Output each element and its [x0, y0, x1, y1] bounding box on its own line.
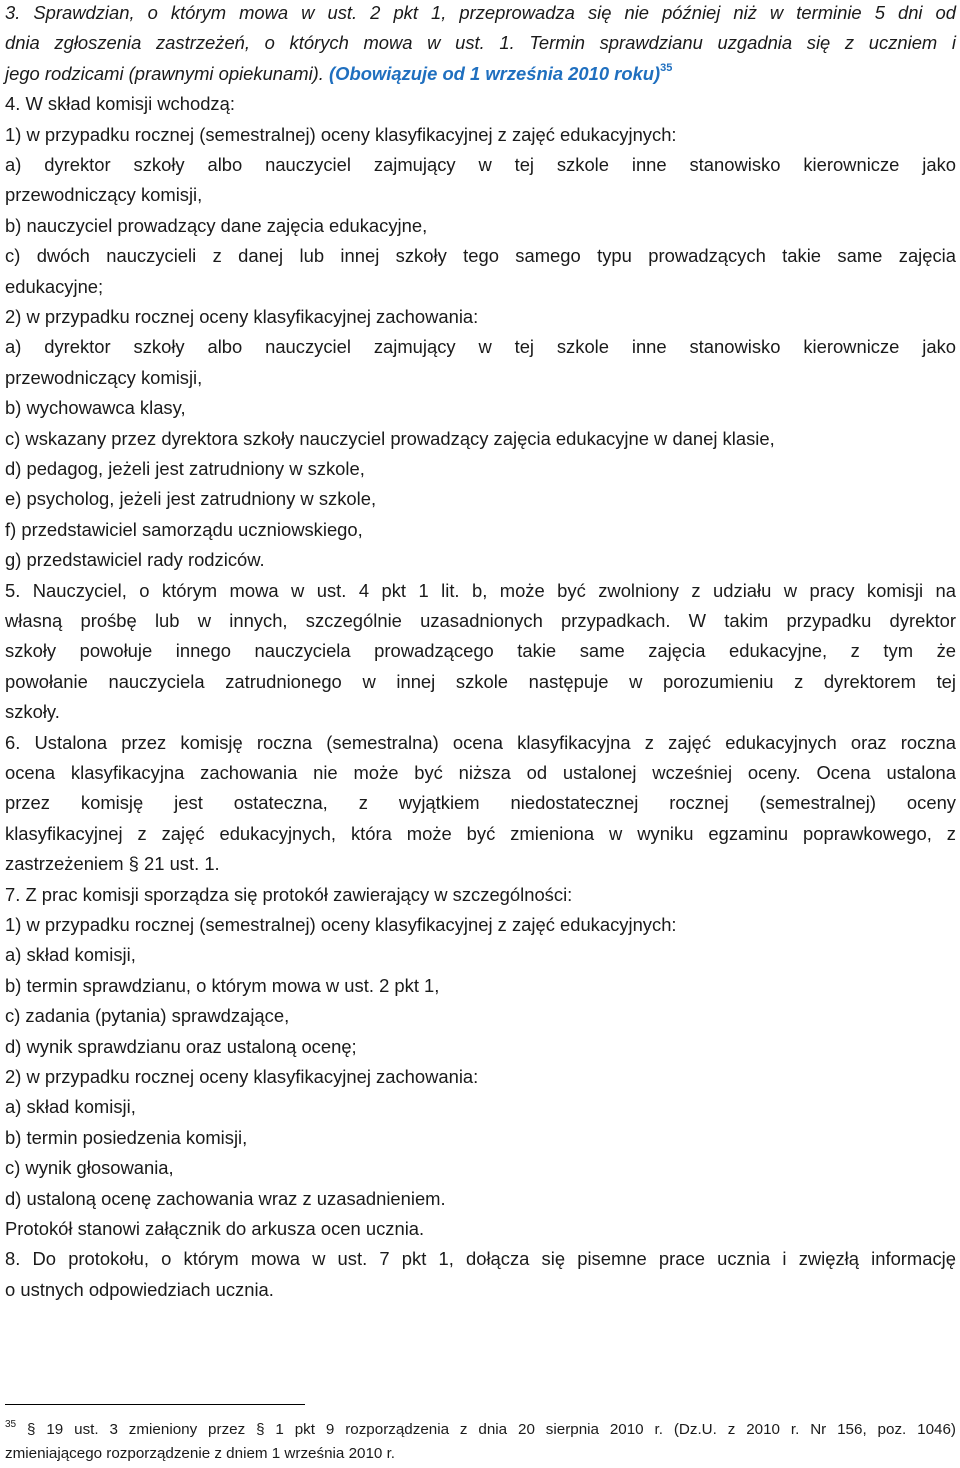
text-line-content: przewodniczący komisji, — [5, 184, 203, 206]
text-line — [5, 849, 956, 879]
text-line-content: c) dwóch nauczycieli z danej lub innej szkoły tego samego typu prowadzących takie same zajęcia — [5, 245, 956, 267]
text-line — [5, 1062, 956, 1092]
text-line — [5, 1153, 956, 1183]
text-line-content: e) psycholog, jeżeli jest zatrudniony w szkole, — [5, 488, 377, 510]
text-line — [5, 1275, 956, 1305]
text-line-content: b) termin posiedzenia komisji, — [5, 1126, 248, 1148]
text-line-content: d) pedagog, jeżeli jest zatrudniony w szkole, — [5, 458, 365, 479]
text-line-content: c) wskazany przez dyrektora szkoły nauczyciel prowadzący zajęcia edukacyjne w danej klasie, — [5, 427, 775, 449]
text-line — [5, 59, 956, 89]
text-line-content: 3. Sprawdzian, o którym mowa w ust. 2 pkt 1, przeprowadza się nie później niż w terminie 5 dni od — [5, 2, 956, 23]
text-line-content: b) wychowawca klasy, — [5, 397, 186, 419]
text-line-content: b) termin sprawdzianu, o którym mowa w ust. 2 pkt 1, — [5, 974, 440, 996]
text-line — [5, 89, 956, 119]
text-line — [5, 910, 956, 940]
text-line-content: c) zadania (pytania) sprawdzające, — [5, 1005, 290, 1027]
text-line-content: przewodniczący komisji, — [5, 366, 203, 388]
footnote-reference[interactable]: 35 — [660, 61, 673, 74]
text-line-content: 2) w przypadku rocznej oceny klasyfikacyjnej zachowania: — [5, 1066, 479, 1087]
text-line — [5, 1244, 956, 1274]
text-line — [5, 484, 956, 514]
text-line-content: klasyfikacyjnej z zajęć edukacyjnych, która może być zmieniona w wyniku egzaminu poprawkowego, z — [5, 822, 956, 844]
text-line-content: b) nauczyciel prowadzący dane zajęcia edukacyjne, — [5, 214, 428, 236]
text-line — [5, 880, 956, 910]
text-line — [5, 545, 956, 575]
text-line-content: a) skład komisji, — [5, 1096, 136, 1118]
footnote-marker: 35 — [5, 1419, 17, 1430]
footnote-separator — [5, 1404, 305, 1405]
text-line-content: 7. Z prac komisji sporządza się protokół zawierający w szczególności: — [5, 883, 573, 905]
text-line — [5, 667, 956, 697]
text-line — [5, 758, 956, 788]
text-line — [5, 28, 956, 58]
text-line-content: g) przedstawiciel rady rodziców. — [5, 549, 265, 571]
text-line-content: jego rodzicami (prawnymi opiekunami). — [5, 62, 324, 84]
text-line — [5, 272, 956, 302]
text-line — [5, 515, 956, 545]
text-line-content: a) dyrektor szkoły albo nauczyciel zajmujący w tej szkole inne stanowisko kierownicze jako — [5, 336, 956, 358]
text-line-content: 4. W skład komisji wchodzą: — [5, 93, 235, 115]
footnote-text: § 19 ust. 3 zmieniony przez § 1 pkt 9 rozporządzenia z dnia 20 sierpnia 2010 r. (Dz.U. z 2010 r. Nr 156, poz. 1046) — [27, 1421, 956, 1438]
text-line-content: a) dyrektor szkoły albo nauczyciel zajmujący w tej szkole inne stanowisko kierownicze jako — [5, 154, 956, 175]
text-line — [5, 211, 956, 241]
text-line-content: przez komisję jest ostateczna, z wyjątkiem niedostatecznej rocznej (semestralnej) oceny — [5, 792, 956, 814]
text-line-content: f) przedstawiciel samorządu uczniowskiego, — [5, 518, 363, 540]
text-line-content: ocena klasyfikacyjna zachowania nie może być niższa od ustalonej wcześniej oceny. Ocena ustalona — [5, 762, 956, 783]
text-line-content: edukacyjne; — [5, 275, 104, 297]
footnote-text-continued: zmieniającego rozporządzenie z dniem 1 września 2010 r. — [5, 1445, 396, 1462]
text-line-content: 5. Nauczyciel, o którym mowa w ust. 4 pkt 1 lit. b, może być zwolniony z udziału w pracy komisji na — [5, 579, 956, 601]
text-line — [5, 302, 956, 332]
text-line-content: 1) w przypadku rocznej (semestralnej) oceny klasyfikacyjnej z zajęć edukacyjnych: — [5, 914, 677, 935]
text-line-content: zastrzeżeniem § 21 ust. 1. — [5, 853, 220, 875]
text-line-content: a) skład komisji, — [5, 944, 136, 966]
text-line-content: 2) w przypadku rocznej oceny klasyfikacyjnej zachowania: — [5, 306, 479, 327]
text-line — [5, 1032, 956, 1062]
text-line — [5, 1214, 956, 1244]
text-line — [5, 0, 956, 28]
text-line-content: d) wynik sprawdzianu oraz ustaloną ocenę; — [5, 1035, 357, 1057]
footnote-line — [5, 1418, 956, 1444]
text-line — [5, 1001, 956, 1031]
text-line — [5, 1123, 956, 1153]
text-line-content: Protokół stanowi załącznik do arkusza ocen ucznia. — [5, 1218, 425, 1239]
amendment-note: (Obowiązuje od 1 września 2010 roku) — [329, 62, 661, 84]
text-line-content: powołanie nauczyciela zatrudnionego w innej szkole następuje w porozumieniu z dyrektorem tej — [5, 670, 956, 692]
text-line-content: szkoły powołuje innego nauczyciela prowadzącego takie same zajęcia edukacyjne, z tym że — [5, 640, 956, 662]
text-line-content: d) ustaloną ocenę zachowania wraz z uzasadnieniem. — [5, 1187, 446, 1209]
text-line — [5, 393, 956, 423]
text-line — [5, 1092, 956, 1122]
text-line — [5, 971, 956, 1001]
text-line — [5, 1184, 956, 1214]
footnote-line — [5, 1442, 956, 1466]
text-line — [5, 332, 956, 362]
text-line — [5, 697, 956, 727]
text-line — [5, 788, 956, 818]
text-line — [5, 819, 956, 849]
text-line — [5, 241, 956, 271]
text-line-content: 1) w przypadku rocznej (semestralnej) oceny klasyfikacyjnej z zajęć edukacyjnych: — [5, 123, 677, 145]
text-line-content: o ustnych odpowiedziach ucznia. — [5, 1278, 274, 1300]
text-line-content: 6. Ustalona przez komisję roczna (semestralna) ocena klasyfikacyjna z zajęć edukacyjnych oraz roczna — [5, 731, 956, 753]
text-line-content: dnia zgłoszenia zastrzeżeń, o których mowa w ust. 1. Termin sprawdzianu uzgadnia się z uczniem i — [5, 32, 956, 54]
text-line-content: 8. Do protokołu, o którym mowa w ust. 7 pkt 1, dołącza się pisemne prace ucznia i zwięzłą informację — [5, 1248, 956, 1270]
text-line — [5, 363, 956, 393]
text-line — [5, 606, 956, 636]
text-line — [5, 150, 956, 180]
text-line-content: własną prośbę lub w innych, szczególnie uzasadnionych przypadkach. W takim przypadku dyrektor — [5, 610, 956, 631]
text-line — [5, 454, 956, 484]
text-line — [5, 728, 956, 758]
text-line — [5, 636, 956, 666]
text-line — [5, 120, 956, 150]
text-line — [5, 576, 956, 606]
text-line — [5, 940, 956, 970]
text-line-content: szkoły. — [5, 701, 60, 723]
text-line-content: c) wynik głosowania, — [5, 1157, 174, 1179]
text-line — [5, 424, 956, 454]
text-line — [5, 180, 956, 210]
